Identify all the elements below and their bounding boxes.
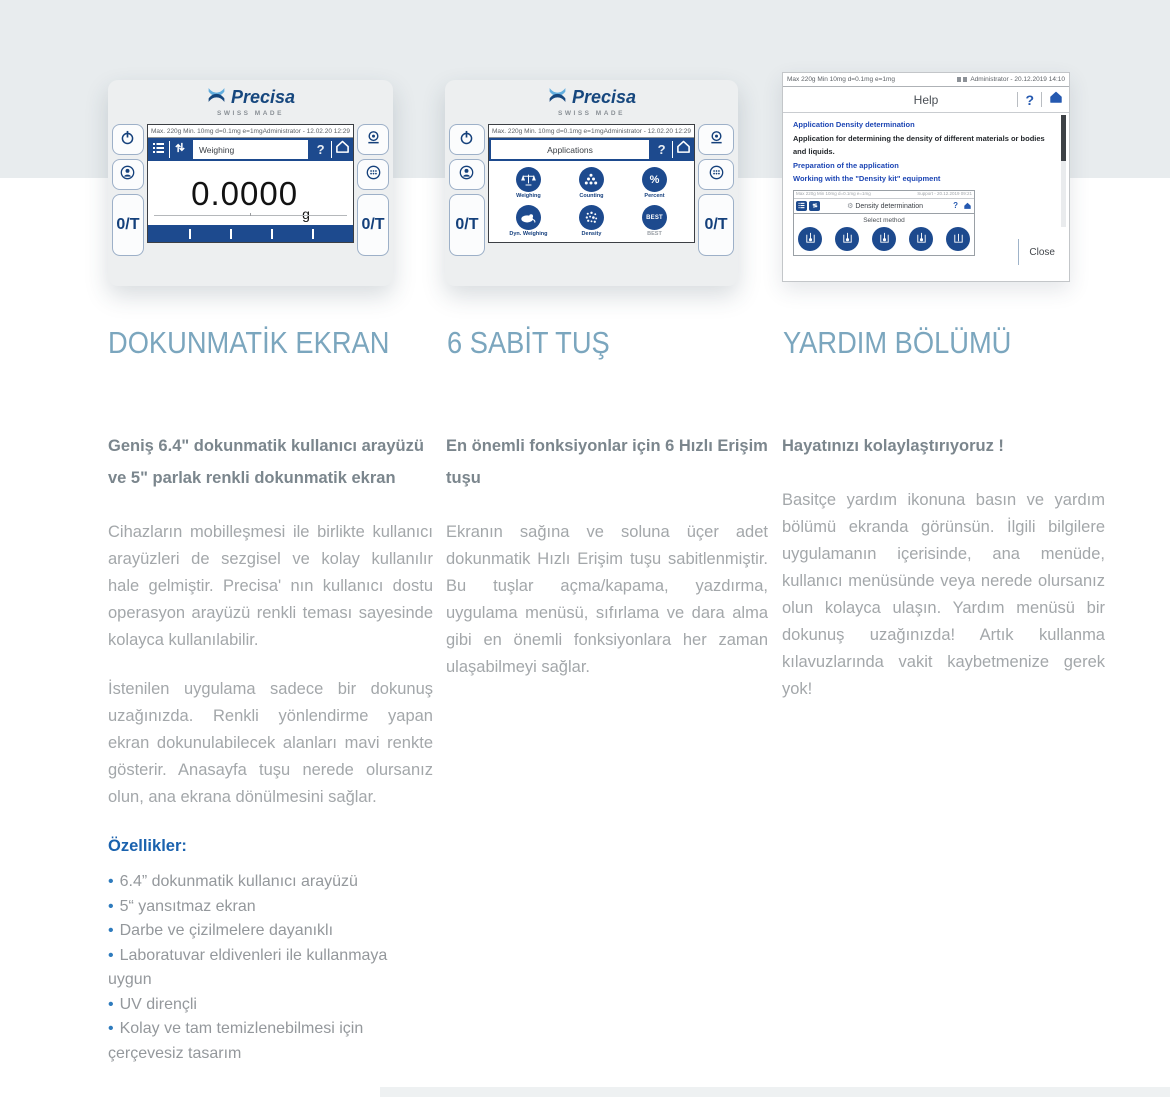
keypad-menu-button[interactable] bbox=[357, 159, 389, 190]
status-bar bbox=[148, 125, 353, 138]
mini-app-title: ⚙ Density determination bbox=[847, 202, 924, 210]
app-best[interactable] bbox=[623, 202, 686, 240]
method-icons-row bbox=[794, 224, 974, 255]
bullet-icon: • bbox=[108, 1020, 114, 1037]
application-title: Weighing bbox=[198, 144, 235, 155]
user-datetime: Administrator - 12.02.20 12:29 bbox=[603, 127, 692, 135]
close-button[interactable]: Close bbox=[1029, 246, 1055, 258]
bullet-icon: • bbox=[108, 995, 114, 1013]
section-heading-help: YARDIM BÖLÜMÜ bbox=[783, 325, 1012, 360]
section-help-text bbox=[782, 430, 1105, 725]
home-icon[interactable] bbox=[1049, 91, 1063, 109]
mini-capacity: Max 220g Min 10mg d=0.1mg e=1mg bbox=[796, 190, 871, 196]
app-weighing[interactable] bbox=[497, 164, 560, 202]
help-title: Help bbox=[913, 92, 939, 107]
app-label: Counting bbox=[579, 193, 604, 199]
tare-label: 0/T bbox=[704, 216, 728, 233]
status-bar bbox=[783, 73, 1069, 87]
bullet-icon: • bbox=[108, 922, 114, 939]
paragraph: Ekranın sağına ve soluna üçer adet dokunmatik Hızlı Erişim tuşu sabitlenmiştir. Bu tuşlar açma/kapama, yazdırma, uygulama menüsü, sıfırlama ve dara alma gibi en önemli fonksiyonlara her zaman ulaşabilmeyi sağlar. bbox=[446, 523, 768, 676]
home-button[interactable] bbox=[673, 138, 694, 161]
tare-button-left[interactable] bbox=[112, 194, 144, 256]
home-icon bbox=[676, 140, 691, 159]
brand-name: Precisa bbox=[571, 87, 637, 107]
feature-item: • Kolay ve tam temizlenebilmesi için çerçevesiz tasarım bbox=[108, 1020, 364, 1062]
help-description: Application for determining the density of different materials or bodies and liquids. bbox=[793, 133, 1045, 156]
power-icon bbox=[120, 130, 135, 150]
help-topic-link[interactable]: Preparation of the application bbox=[793, 160, 899, 170]
tare-label: 0/T bbox=[361, 216, 385, 233]
section-intro: Geniş 6.4" dokunmatik kullanıcı arayüzü ve 5" parlak renkli dokunmatik ekran bbox=[108, 437, 424, 487]
list-icon bbox=[796, 201, 807, 211]
left-key-column bbox=[112, 124, 144, 256]
feature-item: • Laboratuvar eldivenleri ile kullanmaya uygun bbox=[108, 946, 388, 988]
bullet-icon: • bbox=[108, 897, 114, 915]
feature-item: • Darbe ve çizilmelere dayanıklı bbox=[108, 922, 334, 939]
sort-icon bbox=[809, 201, 820, 211]
features-title: Özellikler: bbox=[108, 837, 187, 855]
app-counting[interactable] bbox=[560, 164, 623, 202]
section-intro: En önemli fonksiyonlar için 6 Hızlı Erişim tuşu bbox=[446, 437, 768, 487]
balance-scale-icon bbox=[516, 167, 541, 192]
softkey-divider bbox=[230, 229, 232, 239]
weight-display bbox=[148, 161, 353, 225]
precisa-x-icon bbox=[206, 87, 227, 108]
print-icon bbox=[366, 130, 381, 150]
keypad-icon bbox=[366, 165, 381, 185]
app-label: Weighing bbox=[516, 193, 541, 199]
title-bar bbox=[489, 138, 694, 161]
counting-dots-icon bbox=[579, 167, 604, 192]
app-label: Percent bbox=[644, 193, 665, 199]
embedded-screenshot-density bbox=[793, 190, 975, 256]
mini-datetime: Support - 20.12.2019 09:21 bbox=[917, 190, 972, 196]
power-icon bbox=[459, 130, 474, 150]
bullet-icon: • bbox=[108, 946, 114, 964]
tare-button-right[interactable] bbox=[698, 194, 734, 256]
app-dyn-weighing[interactable] bbox=[497, 202, 560, 240]
application-title-field[interactable] bbox=[193, 140, 308, 159]
select-method-label: Select method bbox=[863, 216, 905, 224]
mini-status-bar bbox=[794, 191, 974, 199]
user-menu-button[interactable] bbox=[449, 159, 485, 190]
level-tick bbox=[250, 213, 251, 216]
density-method-icon[interactable] bbox=[835, 227, 859, 251]
divider bbox=[1018, 239, 1019, 265]
sort-toggle-button[interactable] bbox=[170, 138, 191, 161]
brand-logo bbox=[445, 80, 738, 117]
section-touchscreen-text bbox=[108, 430, 433, 1066]
scrollbar[interactable] bbox=[1061, 115, 1066, 227]
app-density[interactable] bbox=[560, 202, 623, 240]
precisa-x-icon bbox=[547, 87, 568, 108]
feature-item: • UV dirençli bbox=[108, 995, 197, 1013]
tare-label: 0/T bbox=[455, 216, 479, 233]
mini-title-bar bbox=[794, 199, 974, 214]
section-heading-touchscreen: DOKUNMATİK EKRAN bbox=[108, 325, 390, 360]
question-icon: ? bbox=[657, 142, 666, 157]
density-method-icon[interactable] bbox=[872, 227, 896, 251]
gear-icon: ⚙ bbox=[847, 202, 854, 210]
right-key-column bbox=[357, 124, 389, 256]
application-title: Applications bbox=[547, 144, 593, 155]
feature-item: • 6.4” dokunmatik kullanıcı arayüzü bbox=[108, 873, 358, 890]
paragraph: İstenilen uygulama sadece bir dokunuş uzağınızda. Renkli yönlendirme yapan ekran dokunulabilecek alanları mavi renkte gösterir. Anasayfa tuşu nerede olursanız olun, ana ekrana dönülmesini sağlar. bbox=[108, 680, 433, 806]
applications-screen bbox=[488, 124, 695, 243]
peripheral-icons bbox=[957, 77, 967, 82]
softkey-bar[interactable] bbox=[148, 225, 353, 242]
softkey-divider bbox=[312, 229, 314, 239]
capacity-readout: Max. 220g Min. 10mg d=0.1mg e=1mg bbox=[150, 127, 263, 135]
right-key-column bbox=[698, 124, 734, 256]
home-icon bbox=[335, 140, 350, 159]
density-method-icon[interactable] bbox=[909, 227, 933, 251]
status-bar bbox=[489, 125, 694, 138]
left-key-column bbox=[449, 124, 485, 256]
balance-device-weighing bbox=[108, 80, 393, 286]
keypad-menu-button[interactable] bbox=[698, 159, 734, 190]
tare-button-right[interactable] bbox=[357, 194, 389, 256]
section-heading-fixed-keys: 6 SABİT TUŞ bbox=[447, 325, 610, 360]
home-icon bbox=[963, 197, 972, 215]
tare-button-left[interactable] bbox=[449, 194, 485, 256]
capacity-readout: Max 220g Min 10mg d=0.1mg e=1mg bbox=[787, 76, 896, 83]
app-label: Dyn. Weighing bbox=[509, 231, 548, 237]
softkey-divider bbox=[189, 229, 191, 239]
home-button[interactable] bbox=[332, 138, 353, 161]
question-icon: ? bbox=[316, 142, 325, 157]
brand-logo bbox=[108, 80, 393, 117]
user-menu-button[interactable] bbox=[112, 159, 144, 190]
app-label: Density bbox=[581, 231, 602, 237]
application-title-field bbox=[491, 140, 649, 159]
help-screen bbox=[782, 72, 1070, 282]
bottom-strip bbox=[380, 1087, 1170, 1097]
percent-icon: % bbox=[649, 173, 660, 186]
user-icon bbox=[459, 165, 474, 185]
brand-name: Precisa bbox=[230, 87, 296, 107]
tare-label: 0/T bbox=[116, 216, 140, 233]
help-topic-link[interactable]: Application Density determination bbox=[793, 120, 915, 129]
brand-tagline: SWISS MADE bbox=[558, 110, 625, 117]
weight-value: 0.0000 bbox=[191, 174, 299, 212]
user-icon bbox=[120, 165, 135, 185]
weight-unit: g bbox=[302, 206, 310, 222]
help-topic-link[interactable]: Working with the "Density kit" equipment bbox=[793, 174, 941, 183]
mouse-icon bbox=[516, 205, 541, 230]
scrollbar-thumb[interactable] bbox=[1061, 115, 1066, 161]
question-icon[interactable]: ? bbox=[1025, 91, 1034, 108]
user-datetime: Administrator - 20.12.2019 14:10 bbox=[970, 76, 1065, 83]
user-datetime: Administrator - 12.02.20 12:29 bbox=[262, 127, 351, 135]
section-intro: Hayatınızı kolaylaştırıyoruz ! bbox=[782, 437, 1004, 455]
balance-device-applications bbox=[445, 80, 738, 286]
question-icon: ? bbox=[953, 201, 958, 210]
power-button[interactable] bbox=[112, 124, 144, 155]
best-badge: BEST bbox=[646, 214, 663, 221]
paragraph: Basitçe yardım ikonuna basın ve yardım bölümü ekranda görünsün. İlgili bilgilere uygulamanın içerisinde, ana menüde, kullanıcı menüsünde veya nerede olursanız olun kolayca ulaşın. Yardım menüsü bir dokunuş uzağınızda! Artık kullanma kılavuzlarında vakit kaybetmenize gerek yok! bbox=[782, 491, 1105, 698]
app-percent[interactable] bbox=[623, 164, 686, 202]
weighing-screen bbox=[147, 124, 354, 243]
help-button[interactable] bbox=[651, 138, 672, 161]
density-method-icon[interactable] bbox=[946, 227, 970, 251]
density-method-icon[interactable] bbox=[798, 227, 822, 251]
divider bbox=[1041, 92, 1042, 107]
list-icon bbox=[152, 141, 165, 159]
brand-tagline: SWISS MADE bbox=[217, 110, 284, 117]
power-button[interactable] bbox=[449, 124, 485, 155]
help-content bbox=[783, 113, 1069, 256]
applications-grid bbox=[489, 161, 694, 242]
bullet-icon: • bbox=[108, 873, 114, 890]
help-title-bar bbox=[783, 87, 1069, 113]
density-bubbles-icon bbox=[579, 205, 604, 230]
help-button[interactable] bbox=[310, 138, 331, 161]
capacity-readout: Max. 220g Min. 10mg d=0.1mg e=1mg bbox=[491, 127, 604, 135]
print-button[interactable] bbox=[357, 124, 389, 155]
paragraph: Cihazların mobilleşmesi ile birlikte kullanıcı arayüzleri de sezgisel ve kolay kullanılır hale gelmiştir. Precisa' nın kullanıcı dostu operasyon arayüzü renkli teması sayesinde kolayca kullanılabilir. bbox=[108, 523, 433, 649]
print-icon bbox=[709, 130, 724, 150]
keypad-icon bbox=[709, 165, 724, 185]
up-down-arrows-icon bbox=[174, 141, 186, 159]
section-fixed-keys-text bbox=[446, 430, 768, 703]
app-label: BEST bbox=[647, 231, 662, 237]
print-button[interactable] bbox=[698, 124, 734, 155]
divider bbox=[1017, 92, 1018, 107]
menu-list-button[interactable] bbox=[148, 138, 169, 161]
softkey-divider bbox=[271, 229, 273, 239]
title-bar bbox=[148, 138, 353, 161]
feature-item: • 5“ yansıtmaz ekran bbox=[108, 897, 256, 915]
